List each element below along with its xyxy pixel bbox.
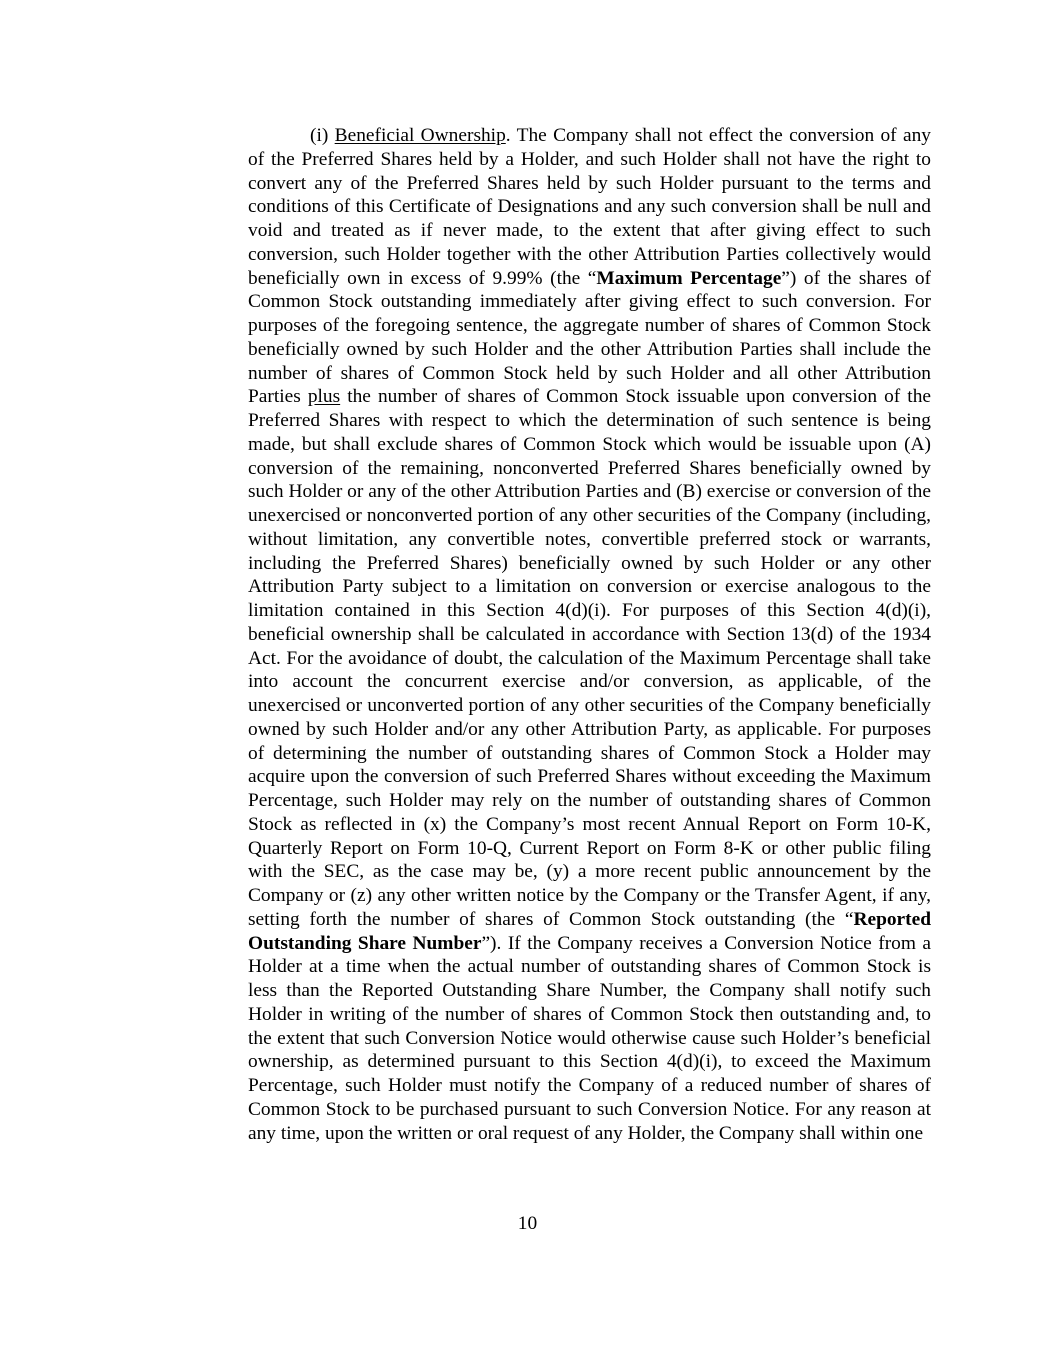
defined-term-maximum-percentage: Maximum Percentage [596, 267, 782, 289]
underlined-plus: plus [307, 386, 341, 408]
beneficial-ownership-paragraph [248, 124, 931, 1145]
clause-number: (i) [310, 125, 335, 146]
paragraph-text-2: ”) of the shares of Common Stock outstanding immediately after giving effect to such conversion. For purposes of the foregoing sentence, the aggregate number of shares of Common Stock beneficially owned by such Holder and the other Attribution Parties shall include the number of shares of Common Stock held by such Holder and all other Attribution Parties [248, 267, 931, 408]
paragraph-text-1: . The Company shall not effect the conversion of any of the Preferred Shares held by a Holder, and such Holder shall not have the right to convert any of the Preferred Shares held by such Holder pursuant to the terms and conditions of this Certificate of Designations and any such conversion shall be null and void and treated as if never made, to the extent that after giving effect to such conversion, such Holder together with the other Attribution Parties collectively would beneficially own in excess of 9.99% (the “ [248, 125, 931, 289]
paragraph-text-3: the number of shares of Common Stock issuable upon conversion of the Preferred Shares with respect to which the determination of such sentence is being made, but shall exclude shares of Common Stock which would be issuable upon (A) conversion of the remaining, nonconverted Preferred Shares beneficially owned by such Holder or any of the other Attribution Parties and (B) exercise or conversion of the unexercised or nonconverted portion of any other securities of the Company (including, without limitation, any convertible notes, convertible preferred stock or warrants, including the Preferred Shares) beneficially owned by such Holder or any other Attribution Party subject to a limitation on conversion or exercise analogous to the limitation contained in this Section 4(d)(i). For purposes of this Section 4(d)(i), beneficial ownership shall be calculated in accordance with Section 13(d) of the 1934 Act. For the avoidance of doubt, the calculation of the Maximum Percentage shall take into account the concurrent exercise and/or conversion, as applicable, of the unexercised or unconverted portion of any other securities of the Company beneficially owned by such Holder and/or any other Attribution Party, as applicable. For purposes of determining the number of outstanding shares of Common Stock a Holder may acquire upon the conversion of such Preferred Shares without exceeding the Maximum Percentage, such Holder may rely on the number of outstanding shares of Common Stock as reflected in (x) the Company’s most recent Annual Report on Form 10-K, Quarterly Report on Form 10-Q, Current Report on Form 8-K or other public filing with the SEC, as the case may be, (y) a more recent public announcement by the Company or (z) any other written notice by the Company or the Transfer Agent, if any, setting forth the number of shares of Common Stock outstanding (the “ [248, 386, 931, 930]
defined-term-reported-outstanding-share-number: Reported Outstanding Share Number [248, 908, 931, 954]
section-heading: Beneficial Ownership [334, 125, 506, 146]
paragraph-text-4: ”). If the Company receives a Conversion Notice from a Holder at a time when the actual number of outstanding shares of Common Stock is less than the Reported Outstanding Share Number, the Company shall notify such Holder in writing of the number of shares of Common Stock then outstanding and, to the extent that such Conversion Notice would otherwise cause such Holder’s beneficial ownership, as determined pursuant to this Section 4(d)(i), to exceed the Maximum Percentage, such Holder must notify the Company of a reduced number of shares of Common Stock to be purchased pursuant to such Conversion Notice. For any reason at any time, upon the written or oral request of any Holder, the Company shall within one [248, 932, 932, 1144]
page-number: 10 [517, 1213, 538, 1234]
